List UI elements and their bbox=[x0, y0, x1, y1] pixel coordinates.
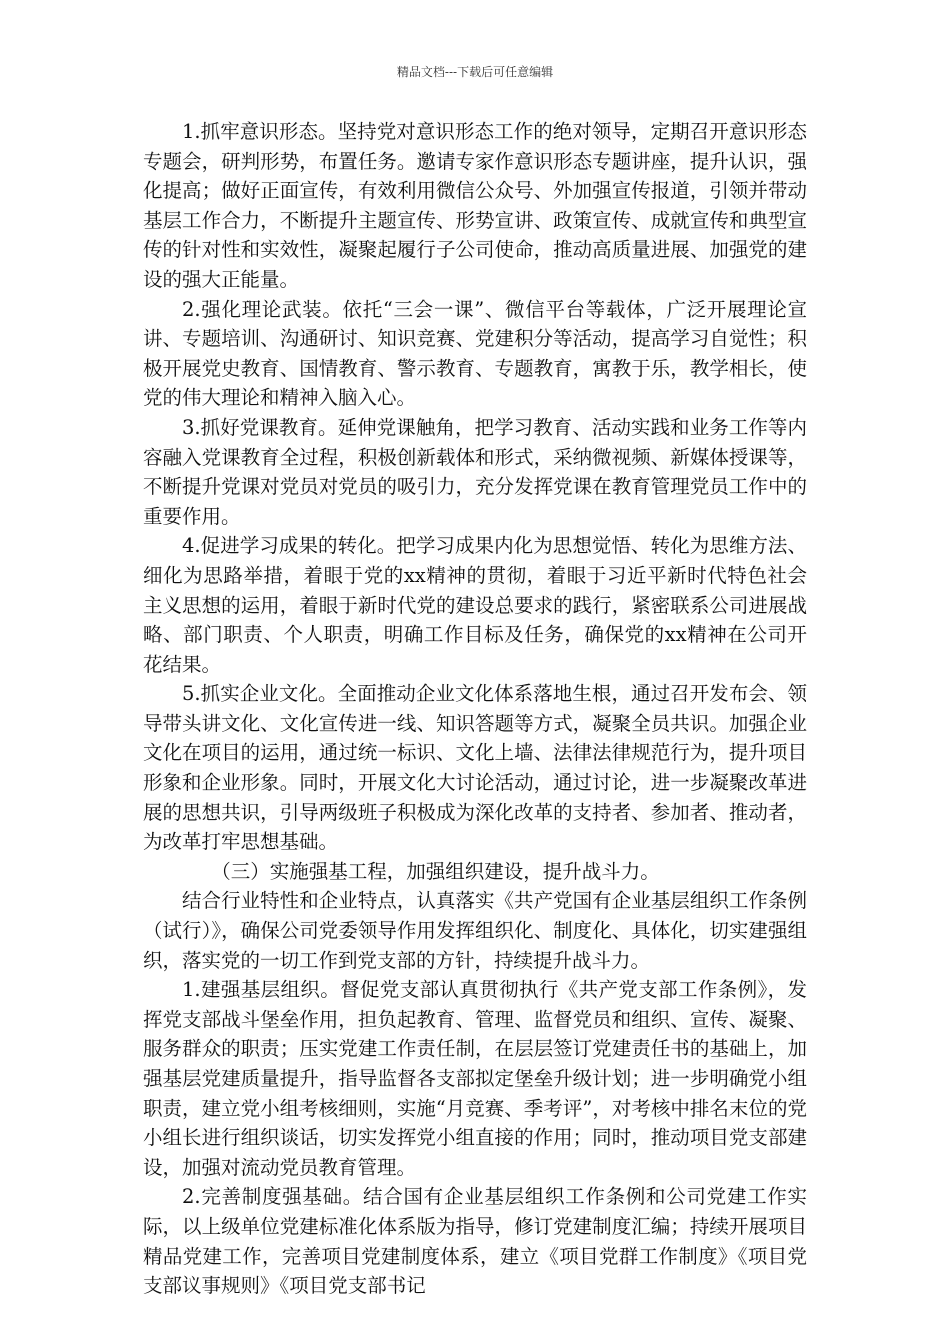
paragraph-grassroots-organization: 1.建强基层组织。督促党支部认真贯彻执行《共产党支部工作条例》，发挥党支部战斗堡垒作用，担负起教育、管理、监督党员和组织、宣传、凝聚、服务群众的职责；压实党建工作责任制，在层层签订党建责任书的基础上，加强基层党建质量提升，指导监督各支部拟定堡垒升级计划；进一步明确党小组职责，建立党小组考核细则，实施“月竞赛、季考评”，对考核中排名末位的党小组长进行组织谈话，切实发挥党小组直接的作用；同时，推动项目党支部建设，加强对流动党员教育管理。 bbox=[143, 978, 807, 1179]
page-header: 精品文档---下载后可任意编辑 bbox=[396, 65, 554, 79]
document-body bbox=[143, 117, 807, 1301]
paragraph-learning-outcomes: 4.促进学习成果的转化。把学习成果内化为思想觉悟、转化为思维方法、细化为思路举措，着眼于党的xx精神的贯彻，着眼于习近平新时代特色社会主义思想的运用，着眼于新时代党的建设总要求的践行，紧密联系公司进展战略、部门职责、个人职责，明确工作目标及任务，确保党的xx精神在公司开花结果。 bbox=[143, 534, 807, 676]
paragraph-system-improvement: 2.完善制度强基础。结合国有企业基层组织工作条例和公司党建工作实际，以上级单位党建标准化体系版为指导，修订党建制度汇编；持续开展项目精品党建工作，完善项目党建制度体系，建立《项目党群工作制度》《项目党支部议事规则》《项目党支部书记 bbox=[143, 1185, 807, 1298]
paragraph-corporate-culture: 5.抓实企业文化。全面推动企业文化体系落地生根，通过召开发布会、领导带头讲文化、文化宣传进一线、知识答题等方式，凝聚全员共识。加强企业文化在项目的运用，通过统一标识、文化上墙、法律法律规范行为，提升项目形象和企业形象。同时，开展文化大讨论活动，通过讨论，进一步凝聚改革进展的思想共识，引导两级班子积极成为深化改革的支持者、参加者、推动者，为改革打牢思想基础。 bbox=[143, 682, 807, 854]
paragraph-theory: 2.强化理论武装。依托“三会一课”、微信平台等载体，广泛开展理论宣讲、专题培训、沟通研讨、知识竞赛、党建积分等活动，提高学习自觉性；积极开展党史教育、国情教育、警示教育、专题教育，寓教于乐，教学相长，使党的伟大理论和精神入脑入心。 bbox=[143, 297, 807, 410]
paragraph-section-intro: 结合行业特性和企业特点，认真落实《共产党国有企业基层组织工作条例（试行）》，确保公司党委领导作用发挥组织化、制度化、具体化，切实建强组织，落实党的一切工作到党支部的方针，持续提升战斗力。 bbox=[143, 889, 807, 972]
paragraph-party-lessons: 3.抓好党课教育。延伸党课触角，把学习教育、活动实践和业务工作等内容融入党课教育全过程，积极创新载体和形式，采纳微视频、新媒体授课等，不断提升党课对党员对党员的吸引力，充分发挥党课在教育管理党员工作中的重要作用。 bbox=[143, 415, 807, 528]
paragraph-ideology: 1.抓牢意识形态。坚持党对意识形态工作的绝对领导，定期召开意识形态专题会，研判形势，布置任务。邀请专家作意识形态专题讲座，提升认识，强化提高；做好正面宣传，有效利用微信公众号、外加强宣传报道，引领并带动基层工作合力，不断提升主题宣传、形势宣讲、政策宣传、成就宣传和典型宣传的针对性和实效性，凝聚起履行子公司使命，推动高质量进展、加强党的建设的强大正能量。 bbox=[143, 120, 807, 291]
section-heading: （三）实施强基工程，加强组织建设，提升战斗力。 bbox=[211, 859, 660, 883]
